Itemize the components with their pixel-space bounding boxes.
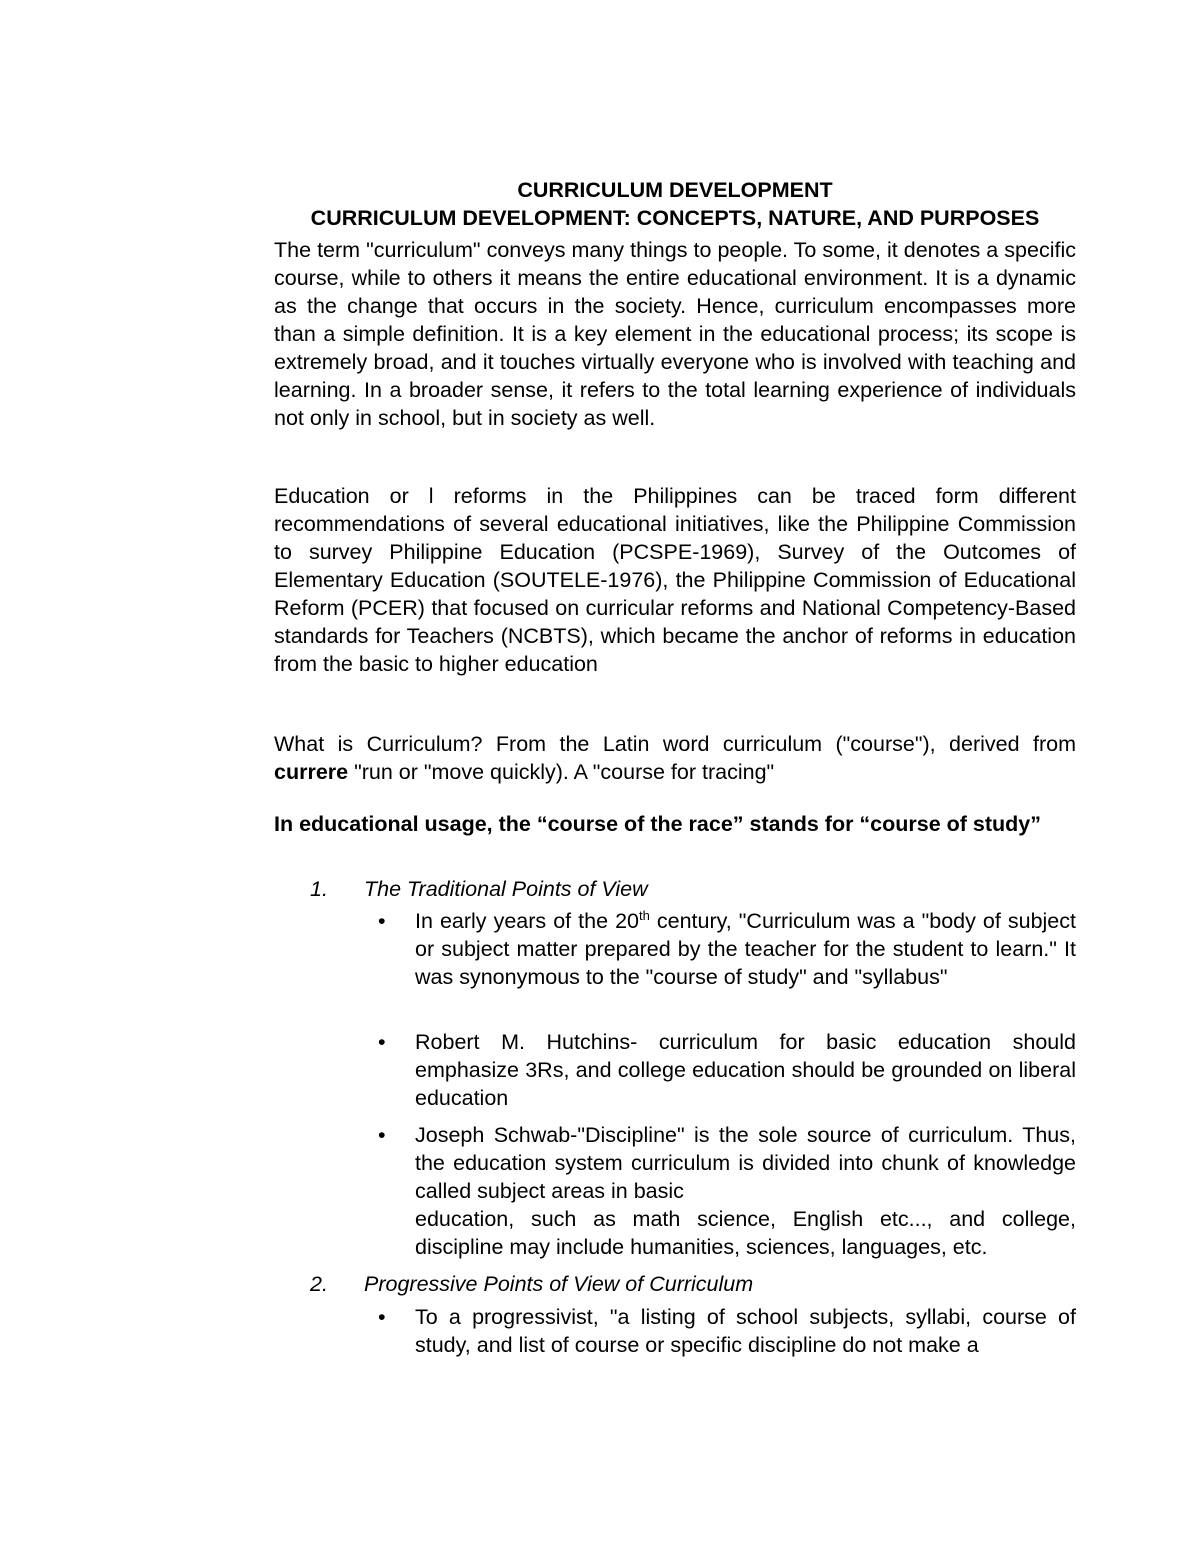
document-subtitle: CURRICULUM DEVELOPMENT: CONCEPTS, NATURE, AND PURPOSES: [310, 206, 1040, 230]
etymology-bold-term: currere: [274, 760, 349, 784]
paragraph-curriculum-definition: The term "curriculum" conveys many things to people. To some, it denotes a specific course, while to others it means the entire educational environment. It is a dynamic as the change that occurs in the society. Hence, curriculum encompasses more than a simple definition. It is a key element in the educational process; its scope is extremely broad, and it touches virtually everyone who is involved with teaching and learning. In a broader sense, it refers to the total learning experience of individuals not only in school, but in society as well.: [274, 238, 1076, 430]
bullet-text-end: century, "Curriculum was a "body of subject or subject matter prepared by the teacher for the student to learn." It was synonymous to the "course of study" and "syllabus": [415, 909, 1076, 989]
bullet-text-line: education, such as math science, English etc..., and college, discipline may include humanities, sciences, languages, etc.: [415, 1207, 1076, 1259]
bullet-text: [415, 907, 1076, 991]
section-title: The Traditional Points of View: [364, 877, 648, 901]
bullet-marker: •: [378, 909, 386, 933]
bullet-text: [415, 1121, 1076, 1261]
etymology-text-before: What is Curriculum? From the Latin word curriculum ("course"), derived from: [274, 732, 1076, 756]
section-heading-progressive: [310, 1270, 1076, 1298]
section-title: Progressive Points of View of Curriculum: [364, 1272, 754, 1296]
bullet-marker: •: [378, 1030, 386, 1054]
bullet-marker: •: [378, 1123, 386, 1147]
ordinal-superscript: th: [639, 907, 650, 923]
section-number: 2.: [310, 1272, 328, 1296]
educational-usage-heading: In educational usage, the “course of the race” stands for “course of study”: [274, 812, 1041, 836]
bullet-marker: •: [378, 1305, 386, 1329]
bullet-text-start: In early years of the 20: [415, 909, 639, 933]
section-heading-traditional: [310, 875, 1076, 903]
paragraph-philippine-reforms: Education or l reforms in the Philippines can be traced form different recommendations of several educational initiatives, like the Philippine Commission to survey Philippine Education (PCSPE-1969), Survey of the Outcomes of Elementary Education (SOUTELE-1976), the Philippine Commission of Educational Reform (PCER) that focused on curricular reforms and National Competency-Based standards for Teachers (NCBTS), which became the anchor of reforms in education from the basic to higher education: [274, 484, 1076, 676]
etymology-text-after: "run or "move quickly). A "course for tracing": [348, 760, 775, 784]
bullet-text-line: Joseph Schwab-"Discipline" is the sole source of curriculum. Thus, the education system curriculum is divided into chunk of knowledge called subject areas in basic: [415, 1123, 1076, 1203]
document-title: CURRICULUM DEVELOPMENT: [517, 178, 833, 202]
paragraph-what-is-curriculum: [274, 730, 1076, 786]
bullet-text: To a progressivist, "a listing of school subjects, syllabi, course of study, and list of course or specific discipline do not make a: [415, 1305, 1076, 1357]
bullet-text: Robert M. Hutchins- curriculum for basic education should emphasize 3Rs, and college education should be grounded on liberal education: [415, 1030, 1076, 1110]
section-number: 1.: [310, 877, 328, 901]
